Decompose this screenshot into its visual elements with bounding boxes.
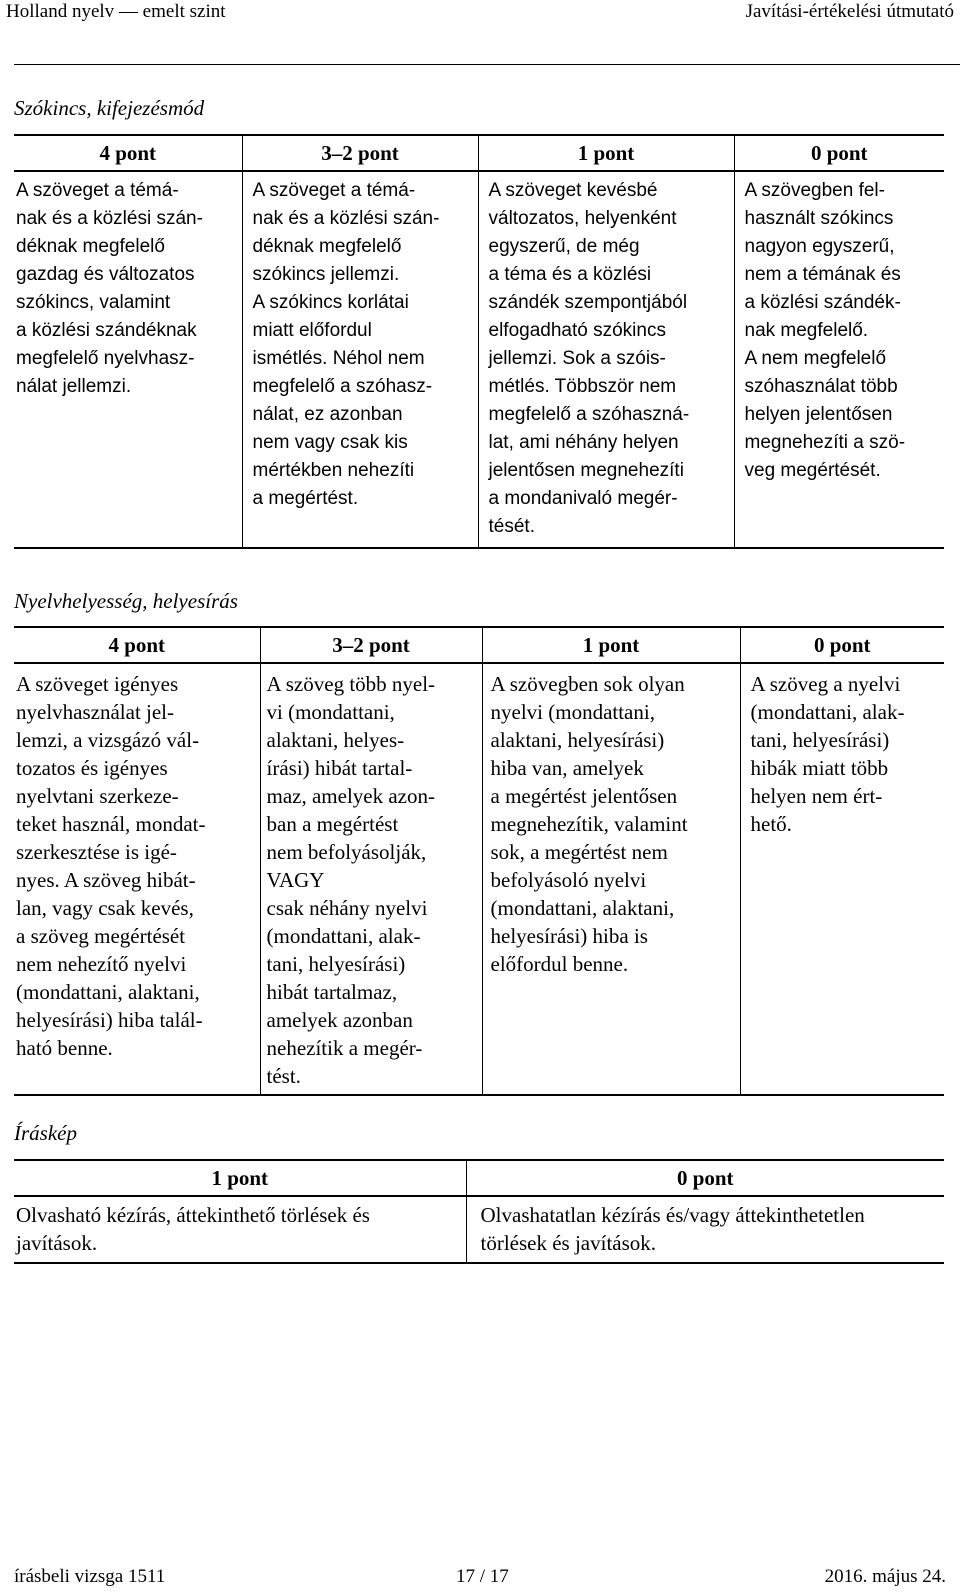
column-header: 4 pont bbox=[14, 135, 242, 171]
criteria-text bbox=[741, 664, 945, 838]
criteria-text bbox=[479, 172, 734, 541]
header-exam-title: Holland nyelv — emelt szint bbox=[6, 1, 226, 22]
text-line: nem befolyásolják, bbox=[266, 840, 427, 864]
text-line: maz, amelyek azon- bbox=[266, 784, 435, 808]
text-line: vi (mondattani, bbox=[266, 700, 395, 724]
text-line: hibák miatt több bbox=[750, 756, 889, 780]
text-line: amelyek azonban bbox=[266, 1008, 413, 1032]
text-line: megfelelő a szóhasz- bbox=[252, 376, 433, 397]
text-line: tozatos és igényes bbox=[16, 756, 168, 780]
text-line: déknak megfelelő bbox=[252, 236, 402, 257]
text-line: nálat, ez azonban bbox=[252, 404, 403, 425]
text-line: nyelvtani szerkeze- bbox=[16, 784, 179, 808]
text-line: A szövegben fel- bbox=[744, 180, 885, 201]
text-line: helyen jelentősen bbox=[744, 404, 893, 425]
text-line: (mondattani, alak- bbox=[750, 700, 905, 724]
text-line: nem vagy csak kis bbox=[252, 432, 408, 453]
grammar-header-row bbox=[14, 627, 944, 663]
text-line: jellemzi. Sok a szóis- bbox=[488, 348, 666, 369]
handwriting-criteria-row bbox=[14, 1196, 944, 1263]
text-line: csak néhány nyelvi bbox=[266, 896, 428, 920]
text-line: szerkesztése is igé- bbox=[16, 840, 177, 864]
text-line: (mondattani, alaktani, bbox=[490, 896, 675, 920]
text-line: írási) hibát tartal- bbox=[266, 756, 413, 780]
text-line: változatos, helyenként bbox=[488, 208, 677, 229]
text-line: egyszerű, de még bbox=[488, 236, 640, 257]
criteria-cell bbox=[482, 663, 740, 1095]
grammar-criteria-row bbox=[14, 663, 944, 1095]
column-header: 0 pont bbox=[740, 627, 944, 663]
text-line: előfordul benne. bbox=[490, 952, 629, 976]
text-line: a közlési szándék- bbox=[744, 292, 901, 313]
text-line: (mondattani, alak- bbox=[266, 924, 421, 948]
handwriting-table bbox=[14, 1159, 944, 1264]
text-line: Olvashatatlan kézírás és/vagy áttekinthetetlen bbox=[480, 1203, 865, 1227]
text-line: szándék szempontjából bbox=[488, 292, 688, 313]
criteria-text bbox=[14, 1197, 466, 1257]
column-header: 1 pont bbox=[478, 135, 734, 171]
criteria-cell bbox=[14, 1196, 466, 1263]
text-line: A nem megfelelő bbox=[744, 348, 887, 369]
text-line: jelentősen megnehezíti bbox=[488, 460, 684, 481]
text-line: Olvasható kézírás, áttekinthető törlések és bbox=[16, 1203, 370, 1227]
column-header: 3–2 pont bbox=[260, 627, 482, 663]
text-line: déknak megfelelő bbox=[16, 236, 165, 257]
text-line: ban a megértést bbox=[266, 812, 399, 836]
text-line: hető. bbox=[750, 812, 792, 836]
text-line: a mondanivaló megér- bbox=[488, 488, 678, 509]
text-line: megfelelő nyelvhasz- bbox=[16, 348, 195, 369]
criteria-cell bbox=[478, 171, 734, 548]
text-line: nak megfelelő. bbox=[744, 320, 869, 341]
text-line: A szöveg több nyel- bbox=[266, 672, 436, 696]
text-line: miatt előfordul bbox=[252, 320, 372, 341]
criteria-cell bbox=[242, 171, 478, 548]
text-line: ismétlés. Néhol nem bbox=[252, 348, 425, 369]
grammar-table bbox=[14, 626, 944, 1096]
text-line: nehezítik a megér- bbox=[266, 1036, 423, 1060]
text-line: nagyon egyszerű, bbox=[744, 236, 895, 257]
criteria-text bbox=[735, 172, 945, 485]
criteria-cell bbox=[14, 171, 242, 548]
text-line: alaktani, helyes- bbox=[266, 728, 405, 752]
header-rule bbox=[14, 64, 960, 65]
text-line: szókincs, valamint bbox=[16, 292, 171, 313]
text-line: nyes. A szöveg hibát- bbox=[16, 868, 196, 892]
footer-date: 2016. május 24. bbox=[824, 1566, 946, 1587]
criteria-cell bbox=[260, 663, 482, 1095]
text-line: megnehezíti a szö- bbox=[744, 432, 906, 453]
column-header: 0 pont bbox=[466, 1160, 944, 1196]
text-line: mértékben nehezíti bbox=[252, 460, 415, 481]
text-line: a közlési szándéknak bbox=[16, 320, 197, 341]
text-line: gazdag és változatos bbox=[16, 264, 195, 285]
footer-exam-code: írásbeli vizsga 1511 bbox=[14, 1566, 166, 1587]
text-line: A szöveget igényes bbox=[16, 672, 179, 696]
column-header: 4 pont bbox=[14, 627, 260, 663]
text-line: nak és a közlési szán- bbox=[252, 208, 440, 229]
text-line: helyesírási) hiba talál- bbox=[16, 1008, 203, 1032]
text-line: tést. bbox=[266, 1064, 301, 1088]
vocabulary-criteria-row bbox=[14, 171, 944, 548]
text-line: lat, ami néhány helyen bbox=[488, 432, 679, 453]
criteria-text bbox=[14, 664, 260, 1062]
text-line: sok, a megértést nem bbox=[490, 840, 668, 864]
text-line: megnehezítik, valamint bbox=[490, 812, 688, 836]
text-line: hiba van, amelyek bbox=[490, 756, 644, 780]
text-line: A szöveg a nyelvi bbox=[750, 672, 901, 696]
criteria-text bbox=[261, 664, 482, 1090]
text-line: nem nehezítő nyelvi bbox=[16, 952, 187, 976]
criteria-cell bbox=[734, 171, 944, 548]
footer-page-number: 17 / 17 bbox=[456, 1566, 509, 1587]
text-line: lan, vagy csak kevés, bbox=[16, 896, 194, 920]
text-line: használt szókincs bbox=[744, 208, 894, 229]
text-line: nem a témának és bbox=[744, 264, 901, 285]
text-line: (mondattani, alaktani, bbox=[16, 980, 200, 1004]
text-line: A szöveget a témá- bbox=[252, 180, 416, 201]
text-line: a megértést. bbox=[252, 488, 359, 509]
text-line: teket használ, mondat- bbox=[16, 812, 206, 836]
text-line: VAGY bbox=[266, 868, 325, 892]
text-line: a megértést jelentősen bbox=[490, 784, 678, 808]
page-header bbox=[0, 0, 960, 28]
text-line: törlések és javítások. bbox=[480, 1231, 657, 1255]
text-line: a téma és a közlési bbox=[488, 264, 652, 285]
text-line: megfelelő a szóhaszná- bbox=[488, 404, 690, 425]
text-line: elfogadható szókincs bbox=[488, 320, 666, 341]
column-header: 0 pont bbox=[734, 135, 944, 171]
criteria-text bbox=[14, 172, 242, 401]
text-line: A szövegben sok olyan bbox=[490, 672, 685, 696]
text-line: A szöveget kevésbé bbox=[488, 180, 658, 201]
criteria-text bbox=[243, 172, 478, 513]
criteria-cell bbox=[14, 663, 260, 1095]
text-line: befolyásoló nyelvi bbox=[490, 868, 647, 892]
text-line: nyelvhasználat jel- bbox=[16, 700, 175, 724]
text-line: ható benne. bbox=[16, 1036, 113, 1060]
section-title-handwriting: Íráskép bbox=[14, 1121, 77, 1145]
text-line: a szöveg megértését bbox=[16, 924, 186, 948]
text-line: A szöveget a témá- bbox=[16, 180, 179, 201]
text-line: szóhasználat több bbox=[744, 376, 898, 397]
column-header: 3–2 pont bbox=[242, 135, 478, 171]
text-line: nálat jellemzi. bbox=[16, 376, 132, 397]
column-header: 1 pont bbox=[482, 627, 740, 663]
text-line: A szókincs korlátai bbox=[252, 292, 409, 313]
vocabulary-header-row bbox=[14, 135, 944, 171]
text-line: hibát tartalmaz, bbox=[266, 980, 398, 1004]
text-line: javítások. bbox=[16, 1231, 98, 1255]
criteria-cell bbox=[466, 1196, 944, 1263]
header-guide-title: Javítási-értékelési útmutató bbox=[745, 1, 954, 22]
text-line: métlés. Többször nem bbox=[488, 376, 677, 397]
text-line: tését. bbox=[488, 516, 535, 537]
text-line: lemzi, a vizsgázó vál- bbox=[16, 728, 200, 752]
text-line: nak és a közlési szán- bbox=[16, 208, 203, 229]
text-line: nyelvi (mondattani, bbox=[490, 700, 655, 724]
handwriting-header-row bbox=[14, 1160, 944, 1196]
section-title-vocabulary: Szókincs, kifejezésmód bbox=[14, 96, 205, 120]
text-line: tani, helyesírási) bbox=[750, 728, 890, 752]
text-line: alaktani, helyesírási) bbox=[490, 728, 665, 752]
section-title-grammar: Nyelvhelyesség, helyesírás bbox=[14, 589, 238, 613]
criteria-cell bbox=[740, 663, 944, 1095]
text-line: szókincs jellemzi. bbox=[252, 264, 400, 285]
text-line: tani, helyesírási) bbox=[266, 952, 406, 976]
vocabulary-table bbox=[14, 134, 944, 549]
text-line: helyesírási) hiba is bbox=[490, 924, 648, 948]
text-line: helyen nem ért- bbox=[750, 784, 883, 808]
text-line: veg megértését. bbox=[744, 460, 881, 481]
column-header: 1 pont bbox=[14, 1160, 466, 1196]
criteria-text bbox=[483, 664, 740, 978]
criteria-text bbox=[467, 1197, 945, 1257]
